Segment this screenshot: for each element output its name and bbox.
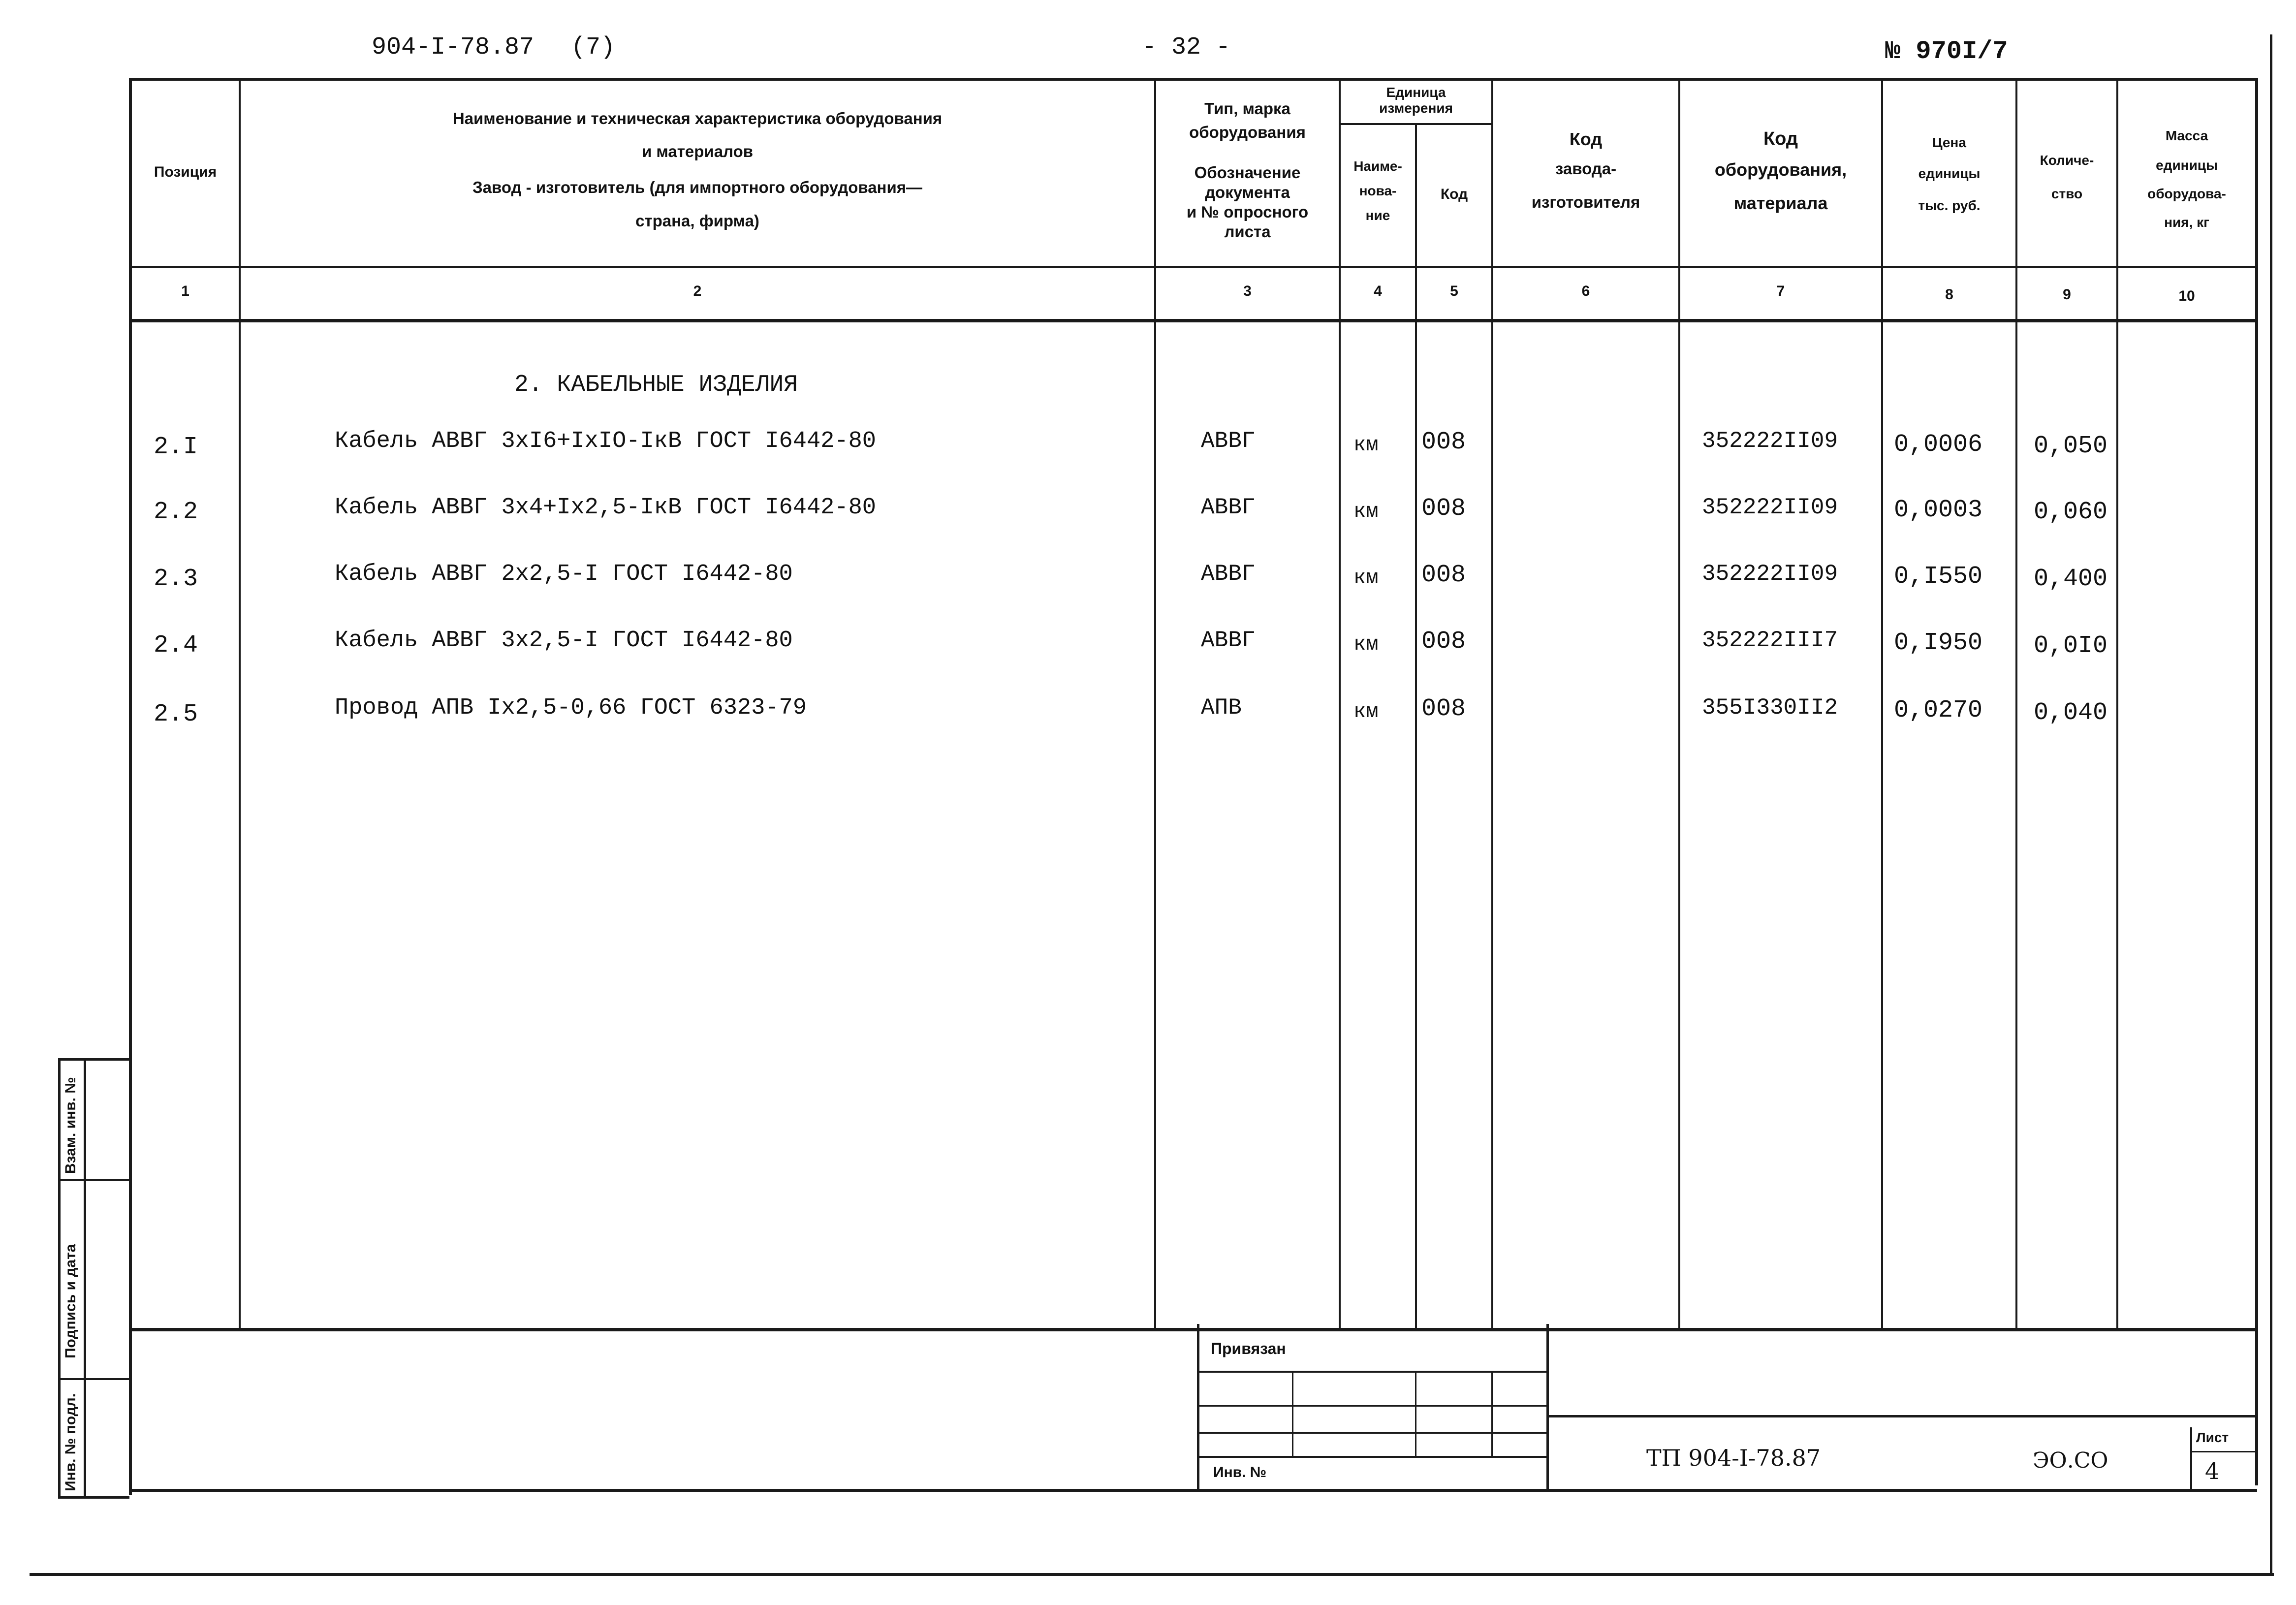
header-type-6: листа [1224,222,1271,241]
stamp-sep-3 [1491,1371,1493,1456]
row-5-code: 008 [1421,695,1466,723]
row-2-pos: 2.2 [154,498,198,526]
stamp-inv-label: Инв. № [1213,1464,1267,1480]
row-2-price: 0,0003 [1894,496,1983,524]
col-sep-3 [1339,78,1341,1328]
doc-code: 904-I-78.87 [372,33,535,62]
header-eq-2: оборудования, [1714,159,1847,180]
row-2-eq-code: 352222II09 [1702,495,1838,520]
row-3-qty: 0,400 [2034,565,2108,593]
row-1-name: Кабель АВВГ 3хI6+IхIO-IкВ ГОСТ I6442-80 [335,428,876,454]
header-price-2: единицы [1918,166,1981,181]
row-2-qty: 0,060 [2034,498,2108,526]
row-5-qty: 0,040 [2034,699,2108,727]
row-2-type: АВВГ [1201,495,1256,520]
body-bottom-line [132,1328,2257,1331]
stamp-attached-label: Привязан [1211,1340,1286,1357]
outer-frame-bottom [30,1573,2274,1576]
col-number-2: 2 [693,283,702,299]
row-2-code: 008 [1421,495,1466,523]
header-position: Позиция [154,164,217,180]
page-number: - 32 - [1142,33,1231,62]
header-unit-name-2: нова- [1359,183,1397,198]
col-number-6: 6 [1581,283,1590,299]
header-mfr-2: завода- [1555,159,1617,178]
col-number-3: 3 [1243,283,1252,299]
col-sep-9 [2116,78,2118,1328]
side-strip-bottom [58,1496,129,1499]
row-3-name: Кабель АВВГ 2х2,5-I ГОСТ I6442-80 [335,561,793,587]
col-sep-6 [1678,78,1680,1328]
row-4-pos: 2.4 [154,631,198,660]
col-sep-8 [2015,78,2017,1328]
row-4-name: Кабель АВВГ 3х2,5-I ГОСТ I6442-80 [335,628,793,654]
col-number-1: 1 [181,283,189,299]
side-strip-sep-2 [58,1378,129,1380]
row-5-name: Провод АПВ Iх2,5-0,66 ГОСТ 6323-79 [335,695,807,721]
row-5-pos: 2.5 [154,700,198,728]
stamp-sheet-label: Лист [2196,1430,2229,1445]
row-5-unit: км [1353,700,1379,724]
stamp-left-line [1197,1324,1199,1491]
table-right-line [2255,78,2258,1485]
header-type-3: Обозначение [1194,163,1301,182]
side-sign-date: Подпись и дата [63,1244,79,1358]
stamp-row-line-3 [1199,1432,1546,1434]
stamp-row-line-2 [1199,1405,1546,1407]
row-1-qty: 0,050 [2034,432,2108,460]
row-4-qty: 0,0I0 [2034,632,2108,660]
row-4-eq-code: 352222III7 [1702,628,1838,653]
header-price-1: Цена [1932,135,1966,150]
header-name-1: Наименование и техническая характеристика оборудования [452,109,943,127]
archive-number: № 970I/7 [1885,37,2008,66]
col-sep-4 [1415,123,1417,1328]
row-1-price: 0,0006 [1894,431,1983,459]
row-1-type: АВВГ [1201,428,1256,454]
header-unit-code: Код [1440,186,1468,202]
side-strip-mid [84,1058,86,1499]
stamp-designation: ТП 904-I-78.87 [1646,1445,1821,1471]
header-name-2: и материалов [641,142,754,160]
header-unit-1: Единица [1386,85,1446,100]
header-bottom-line [132,266,2257,268]
stamp-row-line-1 [1199,1371,1546,1373]
sheet-box-left [2190,1427,2192,1489]
header-type-2: оборудования [1189,123,1306,141]
row-1-code: 008 [1421,428,1466,456]
row-3-type: АВВГ [1201,561,1256,587]
row-1-eq-code: 352222II09 [1702,428,1838,454]
header-type-4: документа [1205,183,1290,201]
col-sep-1 [239,78,241,1328]
row-3-eq-code: 352222II09 [1702,561,1838,587]
unit-group-line [1339,123,1493,125]
row-4-code: 008 [1421,628,1466,656]
col-number-5: 5 [1450,283,1458,299]
sheet-box-mid [2190,1451,2257,1452]
row-1-pos: 2.I [154,433,198,461]
doc-part: (7) [571,33,616,62]
col-sep-5 [1491,78,1493,1328]
table-top-line [129,78,2258,81]
side-replace-inv: Взам. инв. № [63,1077,79,1174]
outer-frame-right [2270,34,2272,1575]
header-unit-name-3: ние [1365,208,1390,223]
row-5-eq-code: 355I330II2 [1702,695,1838,721]
header-qty-2: ство [2051,186,2083,201]
stamp-sheet-code: ЭО.СО [2033,1448,2108,1473]
header-qty-1: Количе- [2040,153,2094,168]
col-numbers-bottom-line [132,319,2257,322]
header-name-3: Завод - изготовитель (для импортного оборудования— [472,178,923,196]
header-type-1: Тип, марка [1204,99,1290,118]
col-sep-7 [1881,78,1883,1328]
row-4-unit: км [1353,632,1379,656]
stamp-row-line-4 [1199,1456,1546,1458]
header-mass-4: ния, кг [2164,215,2209,230]
row-5-price: 0,0270 [1894,696,1983,724]
stamp-sep-1 [1292,1371,1293,1456]
col-number-4: 4 [1374,283,1382,299]
col-number-7: 7 [1776,283,1785,299]
header-mfr-1: Код [1569,129,1603,149]
side-strip-sep-1 [58,1179,129,1181]
row-2-unit: км [1353,500,1379,523]
header-price-3: тыс. руб. [1918,198,1981,213]
row-3-pos: 2.3 [154,565,198,593]
header-unit-2: измерения [1379,100,1453,116]
row-1-unit: км [1353,433,1379,457]
header-mfr-3: изготовителя [1531,193,1640,211]
row-3-price: 0,I550 [1894,563,1983,591]
header-mass-1: Масса [2165,128,2208,143]
header-type-5: и № опросного [1186,203,1309,221]
main-stamp-bottom-line [132,1489,2257,1492]
row-3-unit: км [1353,566,1379,590]
header-unit-name-1: Наиме- [1353,158,1402,174]
stamp-sheet-number: 4 [2205,1458,2220,1484]
col-number-8: 8 [1945,286,1953,303]
main-stamp-top-line [1548,1415,2257,1417]
col-number-10: 10 [2178,288,2195,304]
stamp-right-line [1546,1324,1549,1491]
side-strip-left [58,1058,61,1499]
row-4-type: АВВГ [1201,628,1256,653]
stamp-sep-2 [1415,1371,1416,1456]
side-orig-inv: Инв. № подл. [63,1393,79,1491]
row-5-type: АПВ [1201,695,1242,721]
row-4-price: 0,I950 [1894,629,1983,657]
side-strip-top [58,1058,129,1061]
header-eq-3: материала [1733,193,1828,213]
row-3-code: 008 [1421,561,1466,589]
header-eq-1: Код [1763,128,1798,149]
header-name-4: страна, фирма) [635,212,759,230]
col-number-9: 9 [2063,286,2071,303]
col-sep-2 [1154,78,1156,1328]
header-mass-2: единицы [2156,157,2218,173]
header-mass-3: оборудова- [2147,186,2226,201]
row-2-name: Кабель АВВГ 3х4+Iх2,5-IкВ ГОСТ I6442-80 [335,495,876,521]
section-title: 2. КАБЕЛЬНЫЕ ИЗДЕЛИЯ [514,372,798,398]
